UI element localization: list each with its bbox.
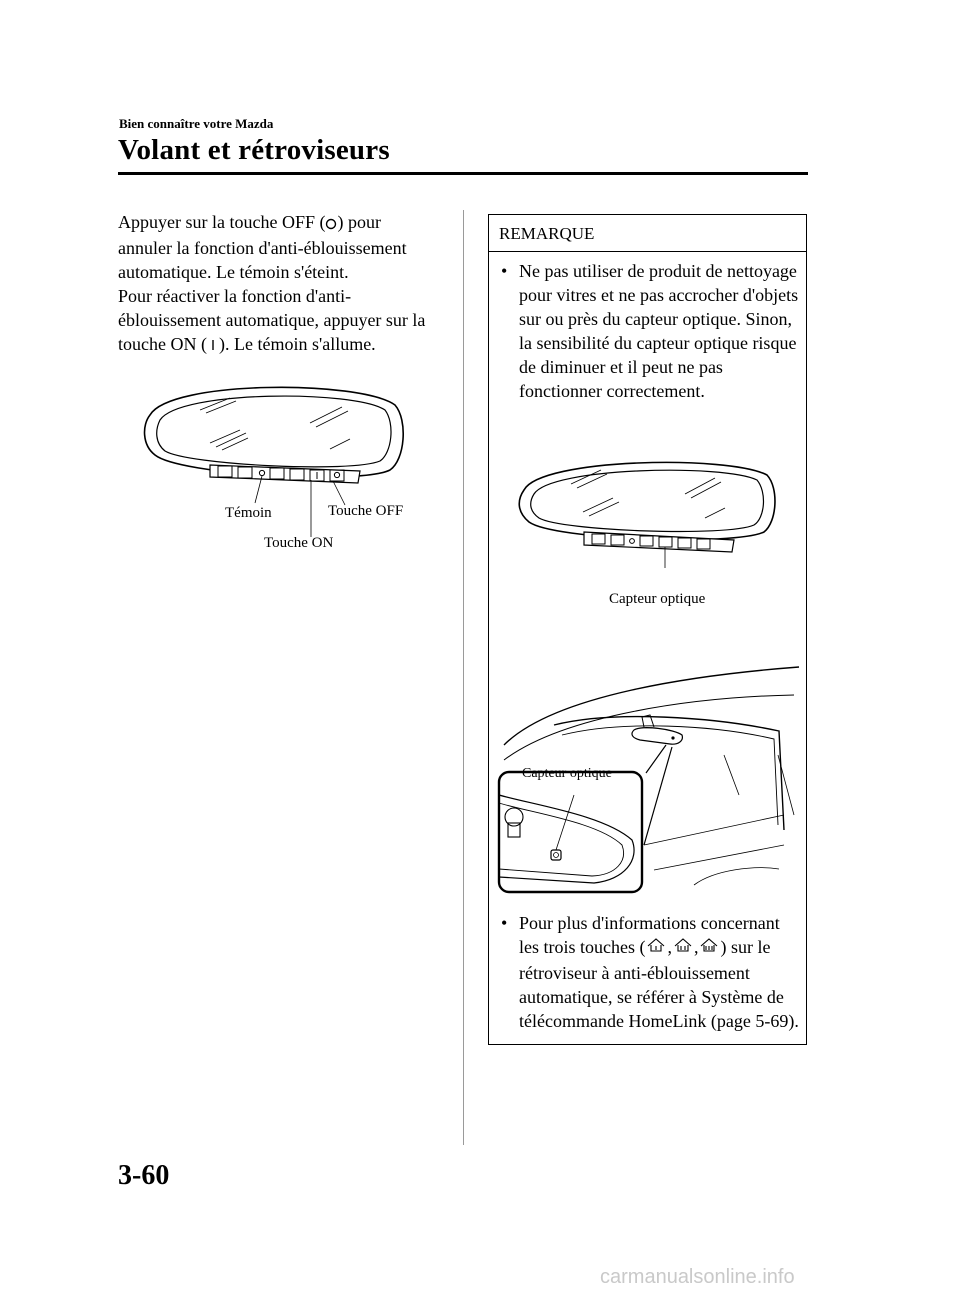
section-label: Bien connaître votre Mazda [119, 116, 274, 131]
note-heading-text: REMARQUE [499, 224, 595, 243]
page-number: 3-60 [118, 1160, 170, 1191]
paragraph-on [118, 284, 438, 358]
note-bullet-2-text-start: Pour plus d'informations concernant les trois touches ( [519, 913, 780, 957]
paragraph-on-text-start: Pour réactiver la fonction d'anti-éblouissement automatique, appuyer sur la touche ON ( [118, 285, 426, 354]
bullet-icon: • [501, 261, 508, 281]
mirror-sensor-illustration [509, 450, 799, 570]
label-temoin: Témoin [225, 505, 272, 521]
note-bullet-2-separator-1: , [667, 937, 672, 957]
note-bullet-2 [501, 911, 801, 1033]
off-circle-icon [325, 212, 337, 236]
page-title: Volant et rétroviseurs [118, 134, 390, 166]
note-heading [489, 215, 806, 252]
homelink-3-icon [698, 937, 720, 961]
paragraph-off [118, 210, 438, 284]
note-box [488, 214, 807, 1045]
homelink-2-icon [672, 937, 694, 961]
note-bullet-1 [501, 259, 801, 403]
column-divider [463, 210, 464, 1145]
paragraph-off-text-end: ) pour annuler la fonction d'anti-éblouissement automatique. Le témoin s'éteint. [118, 212, 407, 282]
note-bullet-2-text-end: ) sur le rétroviseur à anti-éblouissement automatique, se référer à Système de télécommande HomeLink (page 5-69). [519, 937, 799, 1031]
label-touche-off: Touche OFF [328, 503, 404, 519]
label-capteur-optique-2: Capteur optique [522, 766, 612, 781]
note-bullet-1-text: Ne pas utiliser de produit de nettoyage pour vitres et ne pas accrocher d'objets sur ou près du capteur optique. Sinon, la sensibilité du capteur optique risque de diminuer et il peut ne pas fonctionner correctement. [519, 261, 799, 401]
paragraph-off-text-start: Appuyer sur la touche OFF ( [118, 212, 326, 232]
watermark: carmanualsonline.info [600, 1266, 795, 1288]
title-rule [118, 172, 808, 175]
bullet-icon: • [501, 913, 508, 933]
on-bar-icon [207, 334, 219, 358]
label-capteur-optique-1: Capteur optique [609, 591, 706, 607]
note-bullet-2-separator-2: , [693, 937, 699, 957]
paragraph-on-text-end: ). Le témoin s'allume. [218, 333, 376, 354]
left-column-text [118, 210, 438, 358]
homelink-1-icon [645, 937, 667, 961]
note-bullet-2-text [501, 911, 801, 1033]
label-touche-on: Touche ON [264, 535, 334, 551]
